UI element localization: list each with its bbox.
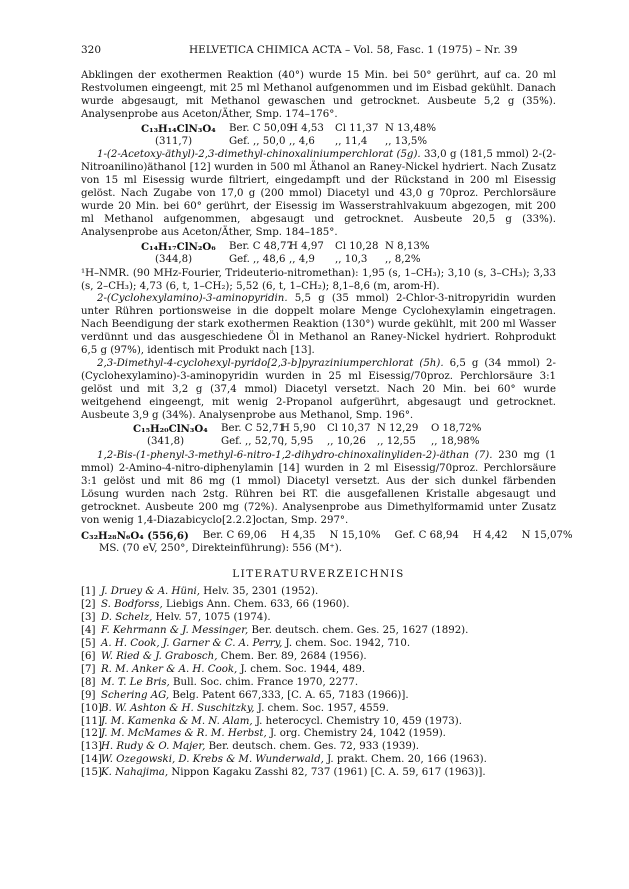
reference-authors: J. M. Kamenka & M. N. Alam,	[101, 715, 253, 727]
analysis-ber-c: Ber. C 48,77	[229, 240, 293, 252]
reference-body	[101, 690, 409, 703]
page-number: 320	[81, 44, 102, 56]
reference-number: [12]	[81, 728, 102, 740]
reference-body	[101, 677, 358, 690]
elemental-analysis-1	[141, 123, 541, 149]
analysis-gef-c: Gef. ,, 50,0	[229, 135, 286, 147]
references-list	[81, 586, 556, 780]
reference-citation: J. chem. Soc. 1957, 4559.	[254, 702, 389, 714]
reference-body	[101, 612, 271, 625]
reference-authors: F. Kehrmann & J. Messinger,	[101, 625, 249, 637]
elemental-analysis-2	[141, 241, 541, 267]
analysis-gef-cl: ,, 11,4	[335, 135, 368, 147]
reference-item	[81, 599, 556, 612]
elemental-analysis-3	[133, 423, 533, 449]
reference-authors: H. Rudy & O. Majer,	[101, 741, 206, 753]
reference-citation: Nippon Kagaku Zasshi 82, 737 (1961) [C. A. 59, 617 (1963)].	[168, 767, 486, 779]
reference-authors: J. Druey & A. Hüni,	[101, 586, 201, 598]
reference-body	[101, 741, 419, 754]
reference-number: [10]	[81, 702, 102, 714]
analysis-mw: (344,8)	[155, 253, 193, 265]
reference-item	[81, 664, 556, 677]
reference-number: [9]	[81, 689, 96, 701]
analysis-formula: C₁₃H₁₄ClN₃O₄	[141, 122, 216, 135]
reference-item	[81, 586, 556, 599]
page-header	[81, 44, 556, 57]
mass-spectrum: MS. (70 eV, 250°, Direkteinführung): 556 (M⁺).	[99, 542, 342, 554]
reference-authors: W. Ried & J. Grabosch,	[101, 650, 218, 662]
reference-body	[101, 716, 462, 729]
reference-body	[101, 599, 349, 612]
reference-body	[101, 586, 318, 599]
analysis-ber-n: N 13,48%	[385, 122, 436, 134]
reference-body	[101, 651, 367, 664]
reference-item	[81, 677, 556, 690]
analysis-gef-n: ,, 12,55	[377, 436, 416, 448]
running-title: HELVETICA CHIMICA ACTA – Vol. 58, Fasc. 1 (1975) – Nr. 39	[189, 44, 518, 56]
analysis-ber-h: H 4,97	[289, 240, 324, 252]
analysis-ber-n: N 8,13%	[385, 240, 430, 252]
analysis-ber-h: H 4,53	[289, 122, 324, 134]
analysis-gef-h: ,, 4,6	[289, 135, 315, 147]
reference-citation: Helv. 35, 2301 (1952).	[200, 586, 319, 598]
reference-number: [2]	[81, 599, 96, 611]
reference-citation: Bull. Soc. chim. France 1970, 2277.	[169, 676, 359, 688]
reference-number: [4]	[81, 625, 96, 637]
reference-number: [1]	[81, 586, 96, 598]
analysis-ber-c: Ber. C 52,71	[221, 423, 285, 435]
reference-authors: S. Bodforss,	[101, 599, 163, 611]
reference-body	[101, 638, 410, 651]
reference-number: [15]	[81, 767, 102, 779]
compound-title-7: 1,2-Bis-(1-phenyl-3-methyl-6-nitro-1,2-dihydro-chinoxalinyliden-2)-äthan (7).	[97, 450, 493, 462]
procedure-7	[81, 450, 556, 527]
reference-number: [3]	[81, 612, 96, 624]
analysis-ber-cl: Cl 11,37	[335, 122, 379, 134]
analysis-ber-h: H 4,35	[280, 529, 316, 541]
analysis-gef-h: H 4,42	[472, 529, 508, 541]
page-content	[81, 70, 573, 780]
analysis-ber-n: N 12,29	[377, 423, 419, 435]
analysis-ber-n: N 15,10%	[329, 529, 381, 541]
reference-item	[81, 612, 556, 625]
reference-item	[81, 728, 556, 741]
reference-body	[101, 754, 487, 767]
analysis-gef-n: ,, 8,2%	[385, 253, 421, 265]
reference-item	[81, 741, 556, 754]
reference-item	[81, 754, 556, 767]
reference-authors: B. W. Ashton & H. Suschitzky,	[101, 702, 255, 714]
procedure-5g	[81, 149, 556, 239]
reference-item	[81, 638, 556, 651]
reference-citation: J. chem. Soc. 1942, 710.	[282, 638, 411, 650]
procedure-body-7: 230 mg (1 mmol) 2-Amino-4-nitro-diphenylamin [14] wurden in 2 ml Eisessig/70proz. Perchlorsäure 3:1 gelöst und mit 86 mg (1 mmol) Diacetyl versetzt. Aus der sich dunkel färbenden Lösung wurden nach 2stg. Rühren bei RT. die ausgefallenen Kristalle abgesaugt und getrocknet. Ausbeute 200 mg (72%). Analysenprobe aus Dimethylformamid unter Zusatz von wenig 1,4-Diazabicyclo[2.2.2]octan, Smp. 297°.	[81, 450, 556, 526]
analysis-mw: (341,8)	[147, 436, 185, 448]
analysis-gef-n: ,, 13,5%	[385, 135, 428, 147]
analysis-ber-c: Ber. C 69,06	[202, 529, 267, 541]
analysis-formula: C₁₄H₁₇ClN₂O₆	[141, 240, 216, 253]
reference-authors: W. Ozegowski, D. Krebs & M. Wunderwald,	[101, 754, 324, 766]
analysis-gef-c: Gef. ,, 48,6	[229, 253, 286, 265]
reference-item	[81, 651, 556, 664]
procedure-body-5h: 6,5 g (34 mmol) 2-(Cyclohexylamino)-3-aminopyridin wurden in 25 ml Eisessig/70proz. Perchlorsäure 3:1 gelöst und mit 3,2 g (37,4 mmol) Diacetyl versetzt. Nach 20 Min. bei 60° wurde weitgehend eingeengt, mit wenig 2-Propanol aufgerührt, abgesaugt und getrocknet. Ausbeute 3,9 g (34%). Analysenprobe aus Methanol, Smp. 196°.	[81, 357, 556, 421]
analysis-gef-cl: ,, 10,3	[335, 253, 368, 265]
analysis-ber-c: Ber. C 50,09	[229, 122, 293, 134]
nmr-data: ¹H–NMR. (90 MHz-Fourier, Trideuterio-nitromethan): 1,95 (s, 1–CH₃); 3,10 (s, 3–CH₃); 3,33 (s, 2–CH₃); 4,73 (6, t, 1–CH₂); 5,52 (6, t, 1–CH₂); 8,1–8,6 (m, arom-H).	[81, 267, 556, 292]
analysis-ber-h: H 5,90	[281, 423, 316, 435]
reference-citation: Ber. deutsch. chem. Ges. 25, 1627 (1892).	[248, 625, 469, 637]
reference-number: [7]	[81, 663, 96, 675]
analysis-ber-cl: Cl 10,28	[335, 240, 379, 252]
reference-authors: A. H. Cook, J. Garner & C. A. Perry,	[101, 638, 283, 650]
reference-number: [11]	[81, 715, 102, 727]
procedure-aminopyridine	[81, 293, 556, 358]
reference-number: [6]	[81, 650, 96, 662]
reference-citation: Chem. Ber. 89, 2684 (1956).	[217, 650, 367, 662]
procedure-body-aminopyridine: 5,5 g (35 mmol) 2-Chlor-3-nitropyridin wurden unter Rühren portionsweise in die doppelt molare Menge Cyclohexylamin eingetragen. Nach Beendigung der stark exothermen Reaktion (130°) wurde gekühlt, mit 200 ml Wasser verdünnt und das ausgeschiedene Öl in Methanol an Raney-Nickel hydriert. Rohprodukt 6,5 g (97%), identisch mit Produkt nach [13].	[81, 293, 556, 357]
reference-number: [14]	[81, 754, 102, 766]
reference-body	[101, 728, 446, 741]
analysis-formula: C₁₅H₂₀ClN₃O₄	[133, 423, 208, 436]
analysis-gef-o: ,, 18,98%	[431, 436, 480, 448]
reference-authors: D. Schelz,	[101, 612, 153, 624]
analysis-gef-h: ,, 5,95	[281, 436, 314, 448]
elemental-analysis-4	[81, 529, 573, 543]
reference-item	[81, 716, 556, 729]
reference-authors: R. M. Anker & A. H. Cook,	[101, 663, 238, 675]
analysis-gef-h: ,, 4,9	[289, 253, 315, 265]
reference-body	[101, 625, 468, 638]
analysis-gef-cl: ,, 10,26	[327, 436, 366, 448]
reference-body	[101, 767, 486, 780]
reference-item	[81, 703, 556, 716]
reference-number: [5]	[81, 638, 96, 650]
analysis-formula: C₃₂H₂₈N₆O₄ (556,6)	[81, 529, 189, 542]
reference-body	[101, 703, 389, 716]
reference-citation: Ber. deutsch. chem. Ges. 72, 933 (1939).	[205, 741, 420, 753]
analysis-gef-c: Gef. ,, 52,70	[221, 436, 284, 448]
analysis-gef-c: Gef. C 68,94	[394, 529, 459, 541]
reference-citation: J. prakt. Chem. 20, 166 (1963).	[323, 754, 487, 766]
analysis-ber-cl: Cl 10,37	[327, 423, 371, 435]
references-heading: LITERATURVERZEICHNIS	[232, 567, 405, 580]
reference-citation: Helv. 57, 1075 (1974).	[152, 612, 271, 624]
analysis-gef-n: N 15,07%	[521, 529, 573, 541]
reference-authors: Schering AG,	[101, 689, 170, 701]
reference-number: [13]	[81, 741, 102, 753]
compound-title-5g: 1-(2-Acetoxy-äthyl)-2,3-dimethyl-chinoxaliniumperchlorat (5g).	[97, 149, 421, 161]
reference-body	[101, 664, 365, 677]
reference-item	[81, 625, 556, 638]
reference-item	[81, 767, 556, 780]
reference-citation: J. heterocycl. Chemistry 10, 459 (1973).	[252, 715, 462, 727]
analysis-ber-o: O 18,72%	[431, 423, 482, 435]
analysis-mw: (311,7)	[155, 135, 193, 147]
reference-citation: J. org. Chemistry 24, 1042 (1959).	[266, 728, 446, 740]
reference-citation: J. chem. Soc. 1944, 489.	[237, 663, 366, 675]
paragraph-continuation: Abklingen der exothermen Reaktion (40°) wurde 15 Min. bei 50° gerührt, auf ca. 20 ml Restvolumen eingeengt, mit 25 ml Methanol aufgenommen und im Eisbad gekühlt. Danach wurde abgesaugt, mit Methanol gewaschen und getrocknet. Ausbeute 5,2 g (35%). Analysenprobe aus Aceton/Äther, Smp. 174–176°.	[81, 70, 556, 120]
reference-authors: M. T. Le Bris,	[101, 676, 170, 688]
reference-authors: J. M. McMames & R. M. Herbst,	[101, 728, 267, 740]
procedure-body-5g: 33,0 g (181,5 mmol) 2-(2-Nitroanilino)äthanol [12] wurden in 500 ml Äthanol an Raney-Nickel hydriert. Nach Zusatz von 15 ml Eisessig wurde filtriert, eingedampft und der Rückstand in 200 ml Eisessig gelöst. Nach Zugabe von 17,0 g (200 mmol) Diacetyl und 43,0 g 70proz. Perchlorsäure wurde 20 Min. bei 60° gerührt, der Eisessig im Wasserstrahlvakuum abgezogen, mit 200 ml Methanol aufgenommen, abgesaugt und getrocknet. Ausbeute 20,5 g (33%). Analysenprobe aus Aceton/Äther, Smp. 184–185°.	[81, 149, 557, 238]
compound-title-aminopyridine: 2-(Cyclohexylamino)-3-aminopyridin.	[97, 293, 288, 305]
reference-citation: Liebigs Ann. Chem. 633, 66 (1960).	[162, 599, 350, 611]
reference-item	[81, 690, 556, 703]
reference-citation: Belg. Patent 667,333, [C. A. 65, 7183 (1966)].	[169, 689, 409, 701]
compound-title-5h: 2,3-Dimethyl-4-cyclohexyl-pyrido[2,3-b]pyraziniumperchlorat (5h).	[97, 357, 444, 369]
procedure-5h	[81, 358, 556, 423]
reference-number: [8]	[81, 676, 96, 688]
reference-authors: K. Nahajima,	[101, 767, 169, 779]
